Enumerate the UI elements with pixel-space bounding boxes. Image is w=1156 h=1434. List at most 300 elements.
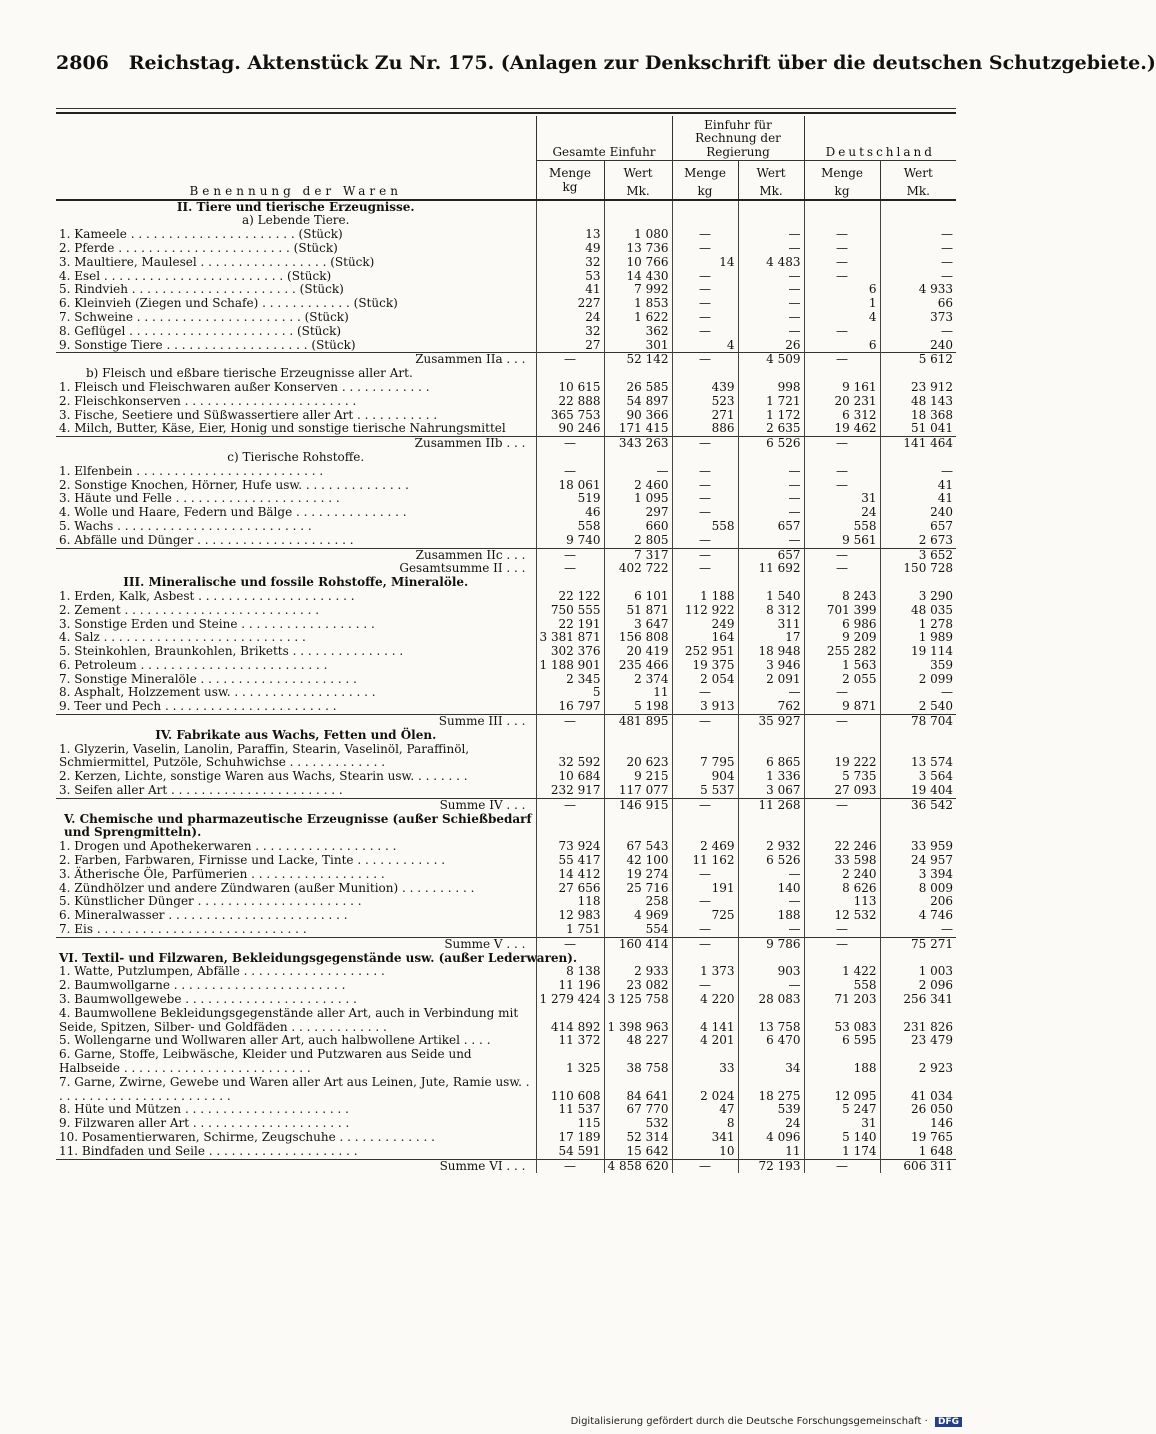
- item-name: 7. Schweine . . . . . . . . . . . . . . . . . . . . . . (Stück): [59, 309, 349, 324]
- value-cell: 1 751: [536, 923, 604, 937]
- value-cell: 539: [738, 1103, 804, 1117]
- section-heading: [56, 729, 956, 743]
- value-cell: —: [804, 562, 880, 576]
- value-cell: —: [672, 297, 738, 311]
- column-header-menge: Menge: [536, 161, 604, 181]
- value-cell: —: [804, 270, 880, 284]
- value-cell: 4 483: [738, 256, 804, 270]
- item-name: 8. Asphalt, Holzzement usw. . . . . . . . . . . . . . . . . . . .: [59, 685, 376, 700]
- value-cell: 17: [738, 631, 804, 645]
- table-row: [56, 1145, 956, 1159]
- empty-cell: [880, 451, 956, 465]
- empty-cell: [804, 367, 880, 381]
- unit-kg: kg: [804, 181, 880, 200]
- value-cell: 1 278: [880, 618, 956, 632]
- value-cell: 8 626: [804, 882, 880, 896]
- value-cell: 55 417: [536, 854, 604, 868]
- value-cell: —: [738, 242, 804, 256]
- value-cell: 12 095: [804, 1076, 880, 1104]
- empty-cell: [804, 952, 880, 966]
- value-cell: 48 227: [604, 1034, 672, 1048]
- table-row: [56, 381, 956, 395]
- value-cell: 1 279 424: [536, 993, 604, 1007]
- value-cell: —: [672, 868, 738, 882]
- empty-cell: [536, 367, 604, 381]
- value-cell: 1 721: [738, 395, 804, 409]
- value-cell: 171 415: [604, 422, 672, 436]
- value-cell: 112 922: [672, 604, 738, 618]
- value-cell: 1 563: [804, 659, 880, 673]
- empty-cell: [880, 200, 956, 215]
- value-cell: 12 983: [536, 909, 604, 923]
- value-cell: 24: [738, 1117, 804, 1131]
- table-row: [56, 645, 956, 659]
- value-cell: —: [672, 715, 738, 729]
- empty-cell: [880, 952, 956, 966]
- value-cell: 5: [536, 686, 604, 700]
- value-cell: 52 142: [604, 353, 672, 367]
- table-row: [56, 631, 956, 645]
- empty-cell: [672, 367, 738, 381]
- value-cell: —: [738, 506, 804, 520]
- table-row: [56, 1131, 956, 1145]
- table-row: [56, 479, 956, 493]
- value-cell: 118: [536, 895, 604, 909]
- value-cell: 725: [672, 909, 738, 923]
- value-cell: 4 201: [672, 1034, 738, 1048]
- value-cell: 9 209: [804, 631, 880, 645]
- value-cell: 904: [672, 770, 738, 784]
- footer: [571, 1416, 962, 1427]
- value-cell: 3 564: [880, 770, 956, 784]
- value-cell: —: [536, 937, 604, 951]
- section-title: VI. Textil- und Filzwaren, Bekleidungsgegenstände usw. (außer Lederwaren).: [59, 950, 578, 965]
- column-group-deutschland: Deutschland: [804, 116, 956, 161]
- value-cell: 297: [604, 506, 672, 520]
- value-cell: 4: [672, 339, 738, 353]
- value-cell: 657: [738, 520, 804, 534]
- value-cell: 6 865: [738, 743, 804, 771]
- value-cell: 2 469: [672, 840, 738, 854]
- value-cell: 11 372: [536, 1034, 604, 1048]
- value-cell: 18 061: [536, 479, 604, 493]
- value-cell: 1 622: [604, 311, 672, 325]
- value-cell: —: [880, 228, 956, 242]
- value-cell: 6: [804, 339, 880, 353]
- value-cell: 4 858 620: [604, 1159, 672, 1173]
- value-cell: 11: [738, 1145, 804, 1159]
- value-cell: 113: [804, 895, 880, 909]
- empty-cell: [604, 451, 672, 465]
- table-row: [56, 1103, 956, 1117]
- value-cell: 10 684: [536, 770, 604, 784]
- empty-cell: [672, 451, 738, 465]
- value-cell: 1 422: [804, 965, 880, 979]
- value-cell: 9 561: [804, 534, 880, 548]
- value-cell: 15 642: [604, 1145, 672, 1159]
- empty-cell: [672, 813, 738, 841]
- table-row: [56, 1034, 956, 1048]
- value-cell: 146: [880, 1117, 956, 1131]
- value-cell: 5 612: [880, 353, 956, 367]
- section-heading: [56, 576, 956, 590]
- value-cell: 657: [880, 520, 956, 534]
- empty-cell: [738, 451, 804, 465]
- item-name: 6. Abfälle und Dünger . . . . . . . . . . . . . . . . . . . . .: [59, 532, 354, 547]
- value-cell: 24: [536, 311, 604, 325]
- value-cell: 42 100: [604, 854, 672, 868]
- value-cell: 32 592: [536, 743, 604, 771]
- value-cell: 33: [672, 1048, 738, 1076]
- item-name: 7. Eis . . . . . . . . . . . . . . . . . . . . . . . . . . . .: [59, 922, 307, 937]
- value-cell: —: [738, 270, 804, 284]
- value-cell: 6 526: [738, 854, 804, 868]
- empty-cell: [804, 200, 880, 215]
- value-cell: 13: [536, 228, 604, 242]
- empty-cell: [738, 813, 804, 841]
- value-cell: 2 933: [604, 965, 672, 979]
- value-cell: 998: [738, 381, 804, 395]
- item-name: 8. Geflügel . . . . . . . . . . . . . . . . . . . . . . (Stück): [59, 323, 342, 338]
- value-cell: —: [672, 283, 738, 297]
- table-row: [56, 492, 956, 506]
- summary-label: Zusammen IIa . . .: [56, 353, 536, 367]
- empty-cell: [536, 200, 604, 215]
- summary-row: [56, 937, 956, 951]
- value-cell: 150 728: [880, 562, 956, 576]
- value-cell: 301: [604, 339, 672, 353]
- value-cell: —: [804, 548, 880, 562]
- value-cell: 84 641: [604, 1076, 672, 1104]
- empty-cell: [880, 729, 956, 743]
- column-header-menge: Menge: [804, 161, 880, 181]
- value-cell: 4 746: [880, 909, 956, 923]
- table-row: [56, 1007, 956, 1035]
- table-row: [56, 673, 956, 687]
- value-cell: 3 290: [880, 590, 956, 604]
- value-cell: —: [536, 465, 604, 479]
- table-row: [56, 283, 956, 297]
- value-cell: 4 969: [604, 909, 672, 923]
- item-name: 5. Wachs . . . . . . . . . . . . . . . . . . . . . . . . . .: [59, 518, 312, 533]
- section-title: IV. Fabrikate aus Wachs, Fetten und Ölen.: [155, 727, 437, 742]
- empty-cell: [672, 214, 738, 228]
- value-cell: 11 537: [536, 1103, 604, 1117]
- table-row: [56, 743, 956, 771]
- section-heading: [56, 200, 956, 215]
- value-cell: 6 526: [738, 437, 804, 451]
- value-cell: 9 740: [536, 534, 604, 548]
- value-cell: —: [536, 353, 604, 367]
- value-cell: 49: [536, 242, 604, 256]
- summary-row: [56, 353, 956, 367]
- table-row: [56, 325, 956, 339]
- value-cell: 11 196: [536, 979, 604, 993]
- value-cell: 188: [738, 909, 804, 923]
- value-cell: 2 024: [672, 1076, 738, 1104]
- item-name: 6. Kleinvieh (Ziegen und Schafe) . . . . . . . . . . . . (Stück): [59, 296, 398, 311]
- item-name: 1. Elfenbein . . . . . . . . . . . . . . . . . . . . . . . . .: [59, 463, 324, 478]
- value-cell: 373: [880, 311, 956, 325]
- value-cell: —: [880, 465, 956, 479]
- empty-cell: [880, 576, 956, 590]
- value-cell: 48 035: [880, 604, 956, 618]
- value-cell: 2 099: [880, 673, 956, 687]
- summary-row: [56, 548, 956, 562]
- value-cell: 7 992: [604, 283, 672, 297]
- value-cell: 9 161: [804, 381, 880, 395]
- value-cell: 5 537: [672, 784, 738, 798]
- column-header-wert: Wert: [738, 161, 804, 181]
- value-cell: 19 462: [804, 422, 880, 436]
- value-cell: 66: [880, 297, 956, 311]
- value-cell: 558: [672, 520, 738, 534]
- value-cell: —: [880, 256, 956, 270]
- value-cell: 2 091: [738, 673, 804, 687]
- empty-cell: [738, 200, 804, 215]
- summary-row: [56, 562, 956, 576]
- value-cell: 41 034: [880, 1076, 956, 1104]
- value-cell: —: [672, 798, 738, 812]
- value-cell: 3 647: [604, 618, 672, 632]
- value-cell: 1 398 963: [604, 1007, 672, 1035]
- item-name: 6. Mineralwasser . . . . . . . . . . . . . . . . . . . . . . . .: [59, 908, 348, 923]
- value-cell: 554: [604, 923, 672, 937]
- value-cell: —: [738, 297, 804, 311]
- value-cell: 886: [672, 422, 738, 436]
- value-cell: 25 716: [604, 882, 672, 896]
- value-cell: 606 311: [880, 1159, 956, 1173]
- value-cell: —: [672, 506, 738, 520]
- value-cell: —: [672, 923, 738, 937]
- item-name: 3. Sonstige Erden und Steine . . . . . . . . . . . . . . . . . .: [59, 616, 375, 631]
- value-cell: 53: [536, 270, 604, 284]
- value-cell: —: [804, 437, 880, 451]
- value-cell: 240: [880, 506, 956, 520]
- empty-cell: [804, 451, 880, 465]
- value-cell: 240: [880, 339, 956, 353]
- import-table: [56, 116, 956, 1173]
- empty-cell: [672, 200, 738, 215]
- value-cell: 27 656: [536, 882, 604, 896]
- value-cell: —: [880, 686, 956, 700]
- value-cell: 249: [672, 618, 738, 632]
- value-cell: 6 595: [804, 1034, 880, 1048]
- item-name: 1. Watte, Putzlumpen, Abfälle . . . . . . . . . . . . . . . . . . .: [59, 964, 385, 979]
- value-cell: 3 067: [738, 784, 804, 798]
- value-cell: 519: [536, 492, 604, 506]
- value-cell: 1 648: [880, 1145, 956, 1159]
- item-name: 1. Erden, Kalk, Asbest . . . . . . . . . . . . . . . . . . . . .: [59, 588, 355, 603]
- value-cell: 9 786: [738, 937, 804, 951]
- value-cell: 2 673: [880, 534, 956, 548]
- value-cell: 4: [804, 311, 880, 325]
- value-cell: 657: [738, 548, 804, 562]
- value-cell: —: [672, 548, 738, 562]
- empty-cell: [804, 813, 880, 841]
- page-header: [56, 52, 1156, 74]
- table-row: [56, 506, 956, 520]
- value-cell: 2 096: [880, 979, 956, 993]
- column-group-gesamte-einfuhr: Gesamte Einfuhr: [536, 116, 672, 161]
- item-name: 2. Fleischkonserven . . . . . . . . . . . . . . . . . . . . . . .: [59, 393, 357, 408]
- value-cell: —: [804, 353, 880, 367]
- table-row: [56, 590, 956, 604]
- value-cell: 2 460: [604, 479, 672, 493]
- column-group-regierung: Einfuhr für Rechnung der Regierung: [672, 116, 804, 161]
- value-cell: 51 041: [880, 422, 956, 436]
- value-cell: 52 314: [604, 1131, 672, 1145]
- value-cell: 341: [672, 1131, 738, 1145]
- value-cell: 2 805: [604, 534, 672, 548]
- value-cell: 1 373: [672, 965, 738, 979]
- summary-label: Summe V . . .: [56, 937, 536, 951]
- table-row: [56, 228, 956, 242]
- value-cell: 11 268: [738, 798, 804, 812]
- value-cell: 2 345: [536, 673, 604, 687]
- value-cell: 26 585: [604, 381, 672, 395]
- value-cell: 22 246: [804, 840, 880, 854]
- value-cell: 3 652: [880, 548, 956, 562]
- value-cell: 1 989: [880, 631, 956, 645]
- summary-row: [56, 798, 956, 812]
- value-cell: 31: [804, 492, 880, 506]
- value-cell: —: [880, 242, 956, 256]
- value-cell: —: [738, 465, 804, 479]
- value-cell: —: [738, 479, 804, 493]
- summary-row: [56, 437, 956, 451]
- value-cell: 1 325: [536, 1048, 604, 1076]
- item-name: 6. Petroleum . . . . . . . . . . . . . . . . . . . . . . . . .: [59, 657, 328, 672]
- value-cell: 19 222: [804, 743, 880, 771]
- table-row: [56, 270, 956, 284]
- subsection-heading: [56, 451, 956, 465]
- empty-cell: [880, 214, 956, 228]
- table-row: [56, 770, 956, 784]
- value-cell: —: [804, 798, 880, 812]
- value-cell: 8 009: [880, 882, 956, 896]
- table-row: [56, 465, 956, 479]
- table-row: [56, 659, 956, 673]
- table-row: [56, 242, 956, 256]
- value-cell: 1 188: [672, 590, 738, 604]
- value-cell: —: [738, 228, 804, 242]
- column-header-menge: Menge: [672, 161, 738, 181]
- value-cell: 5 140: [804, 1131, 880, 1145]
- item-name: 2. Pferde . . . . . . . . . . . . . . . . . . . . . . . (Stück): [59, 240, 338, 255]
- item-name: 6. Garne, Stoffe, Leibwäsche, Kleider und Putzwaren aus Seide und Halbseide . . . . . . . . . . . . . . . . . . . . . . . . .: [59, 1047, 472, 1075]
- header-rule-thick: [56, 112, 956, 114]
- subsection-title: a) Lebende Tiere.: [242, 213, 350, 228]
- value-cell: 6 470: [738, 1034, 804, 1048]
- item-name: 4. Esel . . . . . . . . . . . . . . . . . . . . . . . . (Stück): [59, 268, 332, 283]
- value-cell: 4 141: [672, 1007, 738, 1035]
- unit-kg: kg: [672, 181, 738, 200]
- page-number: 2806: [56, 52, 109, 74]
- value-cell: 4 096: [738, 1131, 804, 1145]
- value-cell: 32: [536, 256, 604, 270]
- table-row: [56, 1117, 956, 1131]
- value-cell: 365 753: [536, 409, 604, 423]
- value-cell: 523: [672, 395, 738, 409]
- value-cell: 48 143: [880, 395, 956, 409]
- table-row: [56, 1048, 956, 1076]
- value-cell: 117 077: [604, 784, 672, 798]
- value-cell: 1 336: [738, 770, 804, 784]
- value-cell: 78 704: [880, 715, 956, 729]
- table-row: [56, 965, 956, 979]
- table-row: [56, 618, 956, 632]
- value-cell: 38 758: [604, 1048, 672, 1076]
- value-cell: 13 736: [604, 242, 672, 256]
- value-cell: 19 274: [604, 868, 672, 882]
- value-cell: 231 826: [880, 1007, 956, 1035]
- value-cell: 6 101: [604, 590, 672, 604]
- value-cell: 32: [536, 325, 604, 339]
- empty-cell: [738, 952, 804, 966]
- value-cell: —: [804, 923, 880, 937]
- item-name: 4. Wolle und Haare, Federn und Bälge . . . . . . . . . . . . . . .: [59, 505, 407, 520]
- value-cell: 20 231: [804, 395, 880, 409]
- value-cell: 903: [738, 965, 804, 979]
- item-name: 4. Zündhölzer und andere Zündwaren (außer Munition) . . . . . . . . . .: [59, 880, 475, 895]
- value-cell: —: [738, 492, 804, 506]
- value-cell: 9 215: [604, 770, 672, 784]
- value-cell: 13 574: [880, 743, 956, 771]
- value-cell: —: [738, 895, 804, 909]
- unit-mk: Mk.: [738, 181, 804, 200]
- value-cell: —: [536, 1159, 604, 1173]
- item-name: 3. Maultiere, Maulesel . . . . . . . . . . . . . . . . . (Stück): [59, 254, 375, 269]
- value-cell: —: [804, 1159, 880, 1173]
- value-cell: —: [804, 686, 880, 700]
- empty-cell: [738, 576, 804, 590]
- item-name: 3. Häute und Felle . . . . . . . . . . . . . . . . . . . . . .: [59, 491, 340, 506]
- value-cell: 402 722: [604, 562, 672, 576]
- value-cell: 2 374: [604, 673, 672, 687]
- section-title: V. Chemische und pharmazeutische Erzeugnisse (außer Schießbedarf und Sprengmitteln).: [64, 811, 532, 840]
- page-title: Reichstag. Aktenstück Zu Nr. 175. (Anlagen zur Denkschrift über die deutschen Schutzgebiete.): [128, 52, 1156, 74]
- table-row: [56, 868, 956, 882]
- value-cell: 16 797: [536, 700, 604, 714]
- value-cell: —: [536, 798, 604, 812]
- table-row: [56, 700, 956, 714]
- empty-cell: [536, 214, 604, 228]
- value-cell: 46: [536, 506, 604, 520]
- value-cell: 115: [536, 1117, 604, 1131]
- value-cell: —: [804, 465, 880, 479]
- empty-cell: [604, 729, 672, 743]
- value-cell: —: [672, 492, 738, 506]
- value-cell: 41: [880, 479, 956, 493]
- value-cell: 20 419: [604, 645, 672, 659]
- empty-cell: [738, 367, 804, 381]
- column-header-wert: Wert: [880, 161, 956, 181]
- value-cell: 235 466: [604, 659, 672, 673]
- item-name: 5. Wollengarne und Wollwaren aller Art, auch halbwollene Artikel . . . .: [59, 1033, 491, 1048]
- value-cell: 146 915: [604, 798, 672, 812]
- value-cell: 22 122: [536, 590, 604, 604]
- value-cell: 27 093: [804, 784, 880, 798]
- value-cell: 160 414: [604, 937, 672, 951]
- item-name: 9. Sonstige Tiere . . . . . . . . . . . . . . . . . . . (Stück): [59, 337, 356, 352]
- value-cell: 8 312: [738, 604, 804, 618]
- value-cell: 3 125 758: [604, 993, 672, 1007]
- value-cell: 2 932: [738, 840, 804, 854]
- unit-kg: kg: [536, 181, 604, 200]
- value-cell: 13 758: [738, 1007, 804, 1035]
- value-cell: 558: [536, 520, 604, 534]
